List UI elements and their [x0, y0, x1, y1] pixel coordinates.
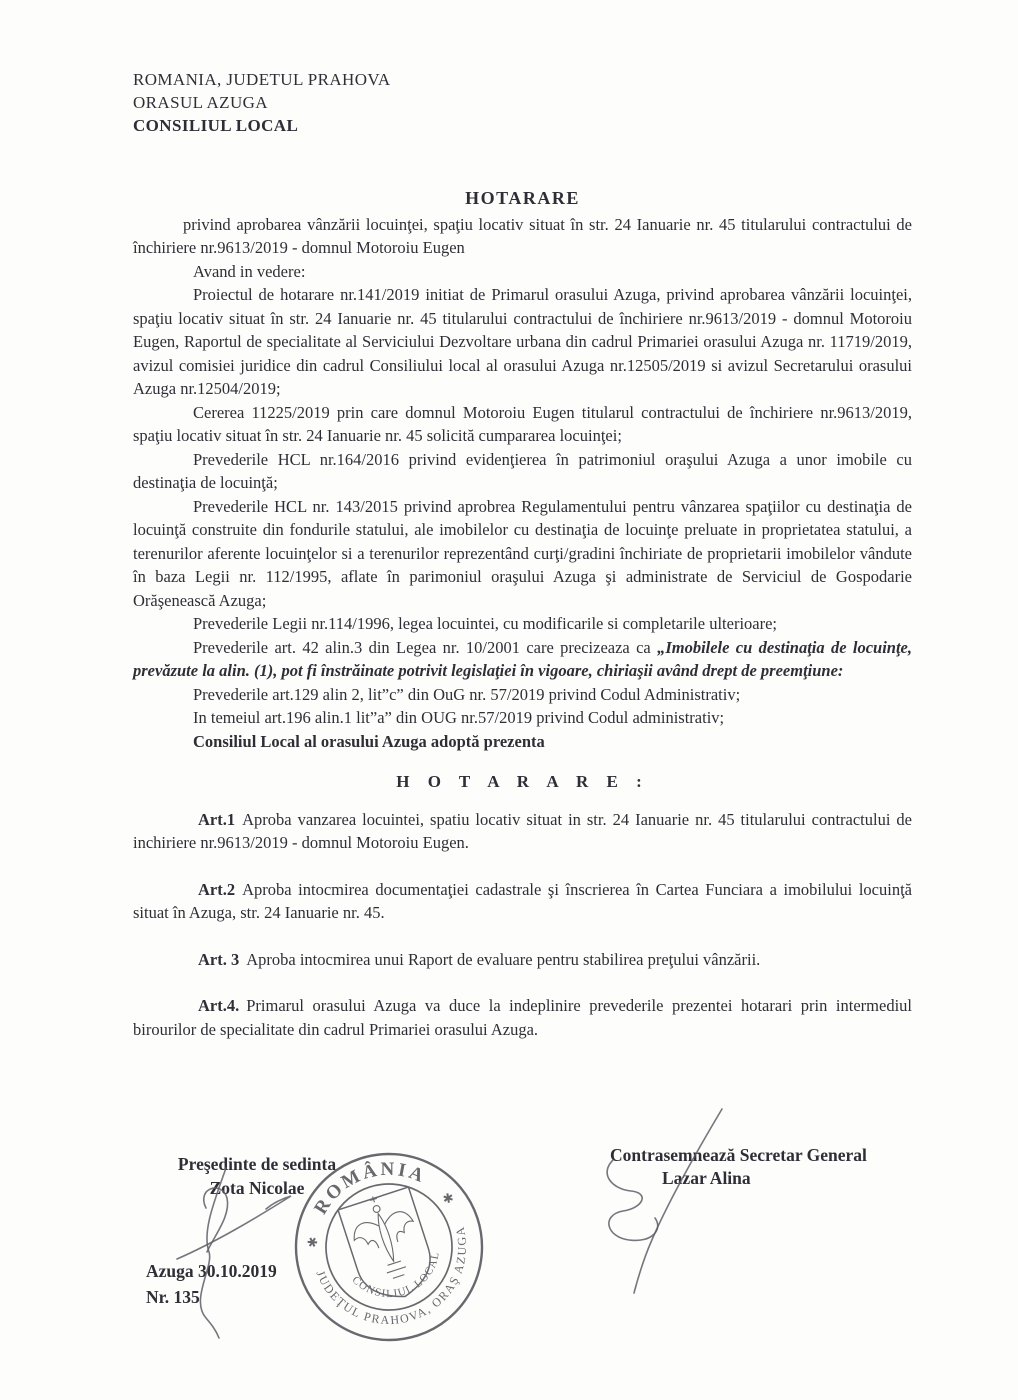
stamp-coat-of-arms: [337, 1185, 440, 1308]
secretary-signature: [607, 1109, 722, 1293]
document-subtitle: privind aprobarea vânzării locuinţei, spaţiu locativ situat în str. 24 Ianuarie nr. 45 titularului contractului de închiriere nr.9613/2019 - domnul Motoroiu Eugen: [133, 214, 912, 257]
recital-project: Proiectul de hotarare nr.141/2019 initiat de Primarul orasului Azuga, privind aprobarea vânzării locuinţei, spaţiu locativ situat în str. 24 Ianuarie nr. 45 titularului contractului de închiriere nr.9613/2019 - domnul Motoroiu Eugen, Raportul de specialitate al Serviciului Dezvoltare urbana din cadrul Primariei orasului Azuga nr. 11719/2019, avizul comisiei juridice din cadrul Consiliului local al orasului Azuga nr.12505/2019 si avizul Secretarului orasului Azuga nr.12504/2019;: [133, 285, 912, 398]
recital-hcl-164: Prevederile HCL nr.164/2016 privind evidenţierea în patrimoniul oraşului Azuga a unor imobile cu destinaţia de locuinţă;: [133, 449, 912, 492]
article-2-text: Aproba intocmirea documentaţiei cadastrale şi înscrierea în Cartea Funciara a imobilului locuinţă situat în Azuga, str. 24 Ianuarie nr. 45.: [133, 879, 912, 922]
document-body: [133, 68, 912, 1041]
decision-place-date-number: [146, 1258, 277, 1310]
recital-law-114: Prevederile Legii nr.114/1996, legea locuintei, cu modificarile si completarile ulterioare;: [193, 614, 778, 633]
article-1: [133, 808, 912, 855]
article-3-label: Art. 3: [198, 949, 240, 969]
recital-oug: Prevederile art.129 alin 2, lit”c” din OuG nr. 57/2019 privind Codul Administrativ;: [193, 684, 741, 704]
article-3-text: Aproba intocmirea unui Raport de evaluare pentru stabilirea preţului vânzării.: [246, 949, 761, 969]
article-4: [133, 994, 912, 1041]
legal-basis: In temeiul art.196 alin.1 lit”a” din OUG nr.57/2019 privind Codul administrativ;: [193, 708, 725, 727]
signature-block-secretary: [610, 1144, 900, 1190]
president-name: Zota Nicolae: [209, 1178, 305, 1198]
article-1-label: Art.1: [198, 809, 236, 829]
article-2: [133, 878, 912, 925]
signature-block-president: [146, 1152, 368, 1200]
stamp-country-text: ROMÂNIA: [310, 1158, 430, 1219]
decision-heading: H O T A R A R E :: [396, 772, 649, 791]
recital-law-10-quote: [133, 636, 912, 683]
article-3: [133, 948, 912, 972]
stamp-inner-text: CONSILIUL LOCAL: [349, 1250, 442, 1301]
letterhead: [133, 68, 912, 137]
letterhead-county: ROMANIA, JUDETUL PRAHOVA: [133, 70, 391, 89]
letterhead-council: CONSILIUL LOCAL: [133, 116, 299, 135]
president-role: Preşedinte de sedinta: [177, 1154, 337, 1174]
adoption-line: Consiliul Local al orasului Azuga adoptă prezenta: [193, 731, 545, 751]
letterhead-town: ORASUL AZUGA: [133, 93, 268, 112]
recital-hcl-143: Prevederile HCL nr. 143/2015 privind aprobrea Regulamentului pentru vânzarea spaţiilor cu destinaţia de locuinţă construite din fondurile statului, ale imobilelor cu destinaţia de locuinţe preluate in proprietatea statului, a terenurilor aferente locuinţelor si a terenurilor reprezentând curţi/gradini închiriate de proprietarii imobilelor vândute în baza Legii nr. 112/1995, aflate în parimoniul oraşului Azuga şi administrate de Serviciul de Gospodarie Orăşenească Azuga;: [133, 496, 912, 610]
eagle-figure: [343, 1187, 428, 1286]
stamp-star-right-icon: ✱: [438, 1189, 458, 1208]
secretary-role: Contrasemnează Secretar General: [610, 1145, 867, 1165]
preamble-label: Avand in vedere:: [193, 261, 306, 281]
place-date: Azuga 30.10.2019: [146, 1261, 277, 1281]
recital-request: Cererea 11225/2019 prin care domnul Motoroiu Eugen titularul contractului de închiriere nr.9613/2019, spaţiu locativ situat în str. 24 Ianuarie nr. 45 solicită cumpararea locuinţei;: [133, 402, 912, 445]
secretary-name: Lazar Alina: [662, 1168, 751, 1188]
recital-quote-text: „Imobilele cu destinaţia de locuinţe, prevăzute la alin. (1), pot fi înstrăinate potrivit legislaţiei în vigoare, chiriaşii având drept de preemţiune:: [133, 637, 913, 680]
article-4-text: Primarul orasului Azuga va duce la indeplinire prevederile prezentei hotarari prin intermediul birourilor de specialitate din cadrul Primariei orasului Azuga.: [133, 996, 912, 1039]
article-1-text: Aproba vanzarea locuintei, spatiu locativ situat in str. 24 Ianuarie nr. 45 titularului contractului de inchiriere nr.9613/2019 - domnul Motoroiu Eugen.: [133, 809, 912, 852]
stamp-star-left-icon: ✱: [304, 1236, 321, 1249]
article-4-label: Art.4.: [198, 996, 240, 1015]
decision-number: Nr. 135: [146, 1287, 200, 1307]
stamp-ring-text: JUDEŢUL PRAHOVA, ORAŞ AZUGA: [313, 1224, 470, 1328]
document-title: HOTARARE: [465, 188, 580, 208]
article-2-label: Art.2: [198, 879, 236, 899]
recital-quote-lead: Prevederile art. 42 alin.3 din Legea nr. 10/2001 care precizeaza ca: [193, 637, 658, 657]
